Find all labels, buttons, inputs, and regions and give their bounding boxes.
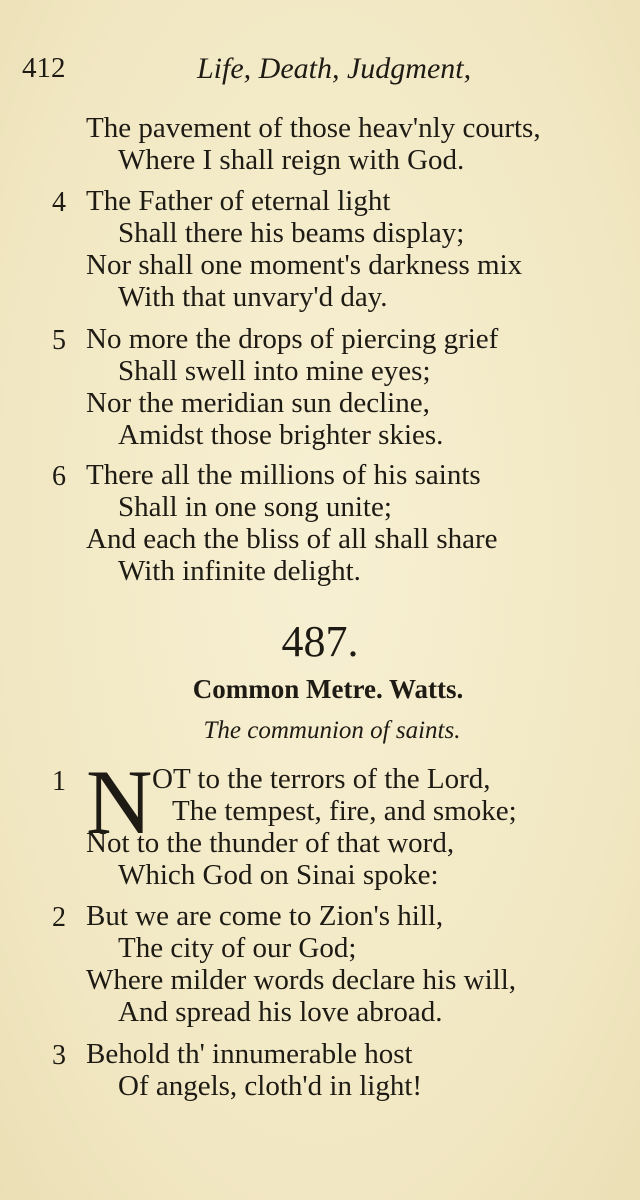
page-number: 412 xyxy=(22,52,66,84)
verse-number: 5 xyxy=(52,325,66,356)
verse-number: 6 xyxy=(52,461,66,492)
verse-number: 3 xyxy=(52,1040,66,1071)
verse-line: With that unvary'd day. xyxy=(118,281,388,313)
verse-number: 2 xyxy=(52,902,66,933)
verse-line: With infinite delight. xyxy=(118,555,361,587)
verse-line: Not to the thunder of that word, xyxy=(86,827,455,859)
page-header xyxy=(22,52,622,92)
verse-line: The tempest, fire, and smoke; xyxy=(172,795,517,827)
verse-line: No more the drops of piercing grief xyxy=(86,323,499,355)
verse-line: OT to the terrors of the Lord, xyxy=(152,763,491,795)
verse-line: Which God on Sinai spoke: xyxy=(118,859,439,891)
verse-line: The city of our God; xyxy=(118,932,357,964)
verse-line: There all the millions of his saints xyxy=(86,459,481,491)
verse-line: Amidst those brighter skies. xyxy=(118,419,444,451)
verse-line: Shall in one song unite; xyxy=(118,491,392,523)
hymn-number: 487. xyxy=(281,617,359,666)
running-title: Life, Death, Judgment, xyxy=(197,52,472,85)
verse-line: Shall there his beams display; xyxy=(118,217,465,249)
verse-line: Nor shall one moment's darkness mix xyxy=(86,249,523,281)
verse-line: Of angels, cloth'd in light! xyxy=(118,1070,423,1102)
verse-line: But we are come to Zion's hill, xyxy=(86,900,444,932)
verse-number: 1 xyxy=(52,766,66,797)
verse-line: Where milder words declare his will, xyxy=(86,964,517,996)
verse-number: 4 xyxy=(52,187,66,218)
hymn-metre: Common Metre. Watts. xyxy=(192,674,464,704)
verse-line: And spread his love abroad. xyxy=(118,996,443,1028)
continuation-line: The pavement of those heav'nly courts, xyxy=(86,112,541,144)
verse-line: Shall swell into mine eyes; xyxy=(118,355,431,387)
verse-line: Behold th' innumerable host xyxy=(86,1038,413,1070)
hymn-subject: The communion of saints. xyxy=(203,717,461,744)
continuation-line: Where I shall reign with God. xyxy=(118,144,465,176)
verse-line: And each the bliss of all shall share xyxy=(86,523,498,555)
verse-line: The Father of eternal light xyxy=(86,185,391,217)
verse-line: Nor the meridian sun decline, xyxy=(86,387,430,419)
drop-cap: N xyxy=(86,751,153,853)
